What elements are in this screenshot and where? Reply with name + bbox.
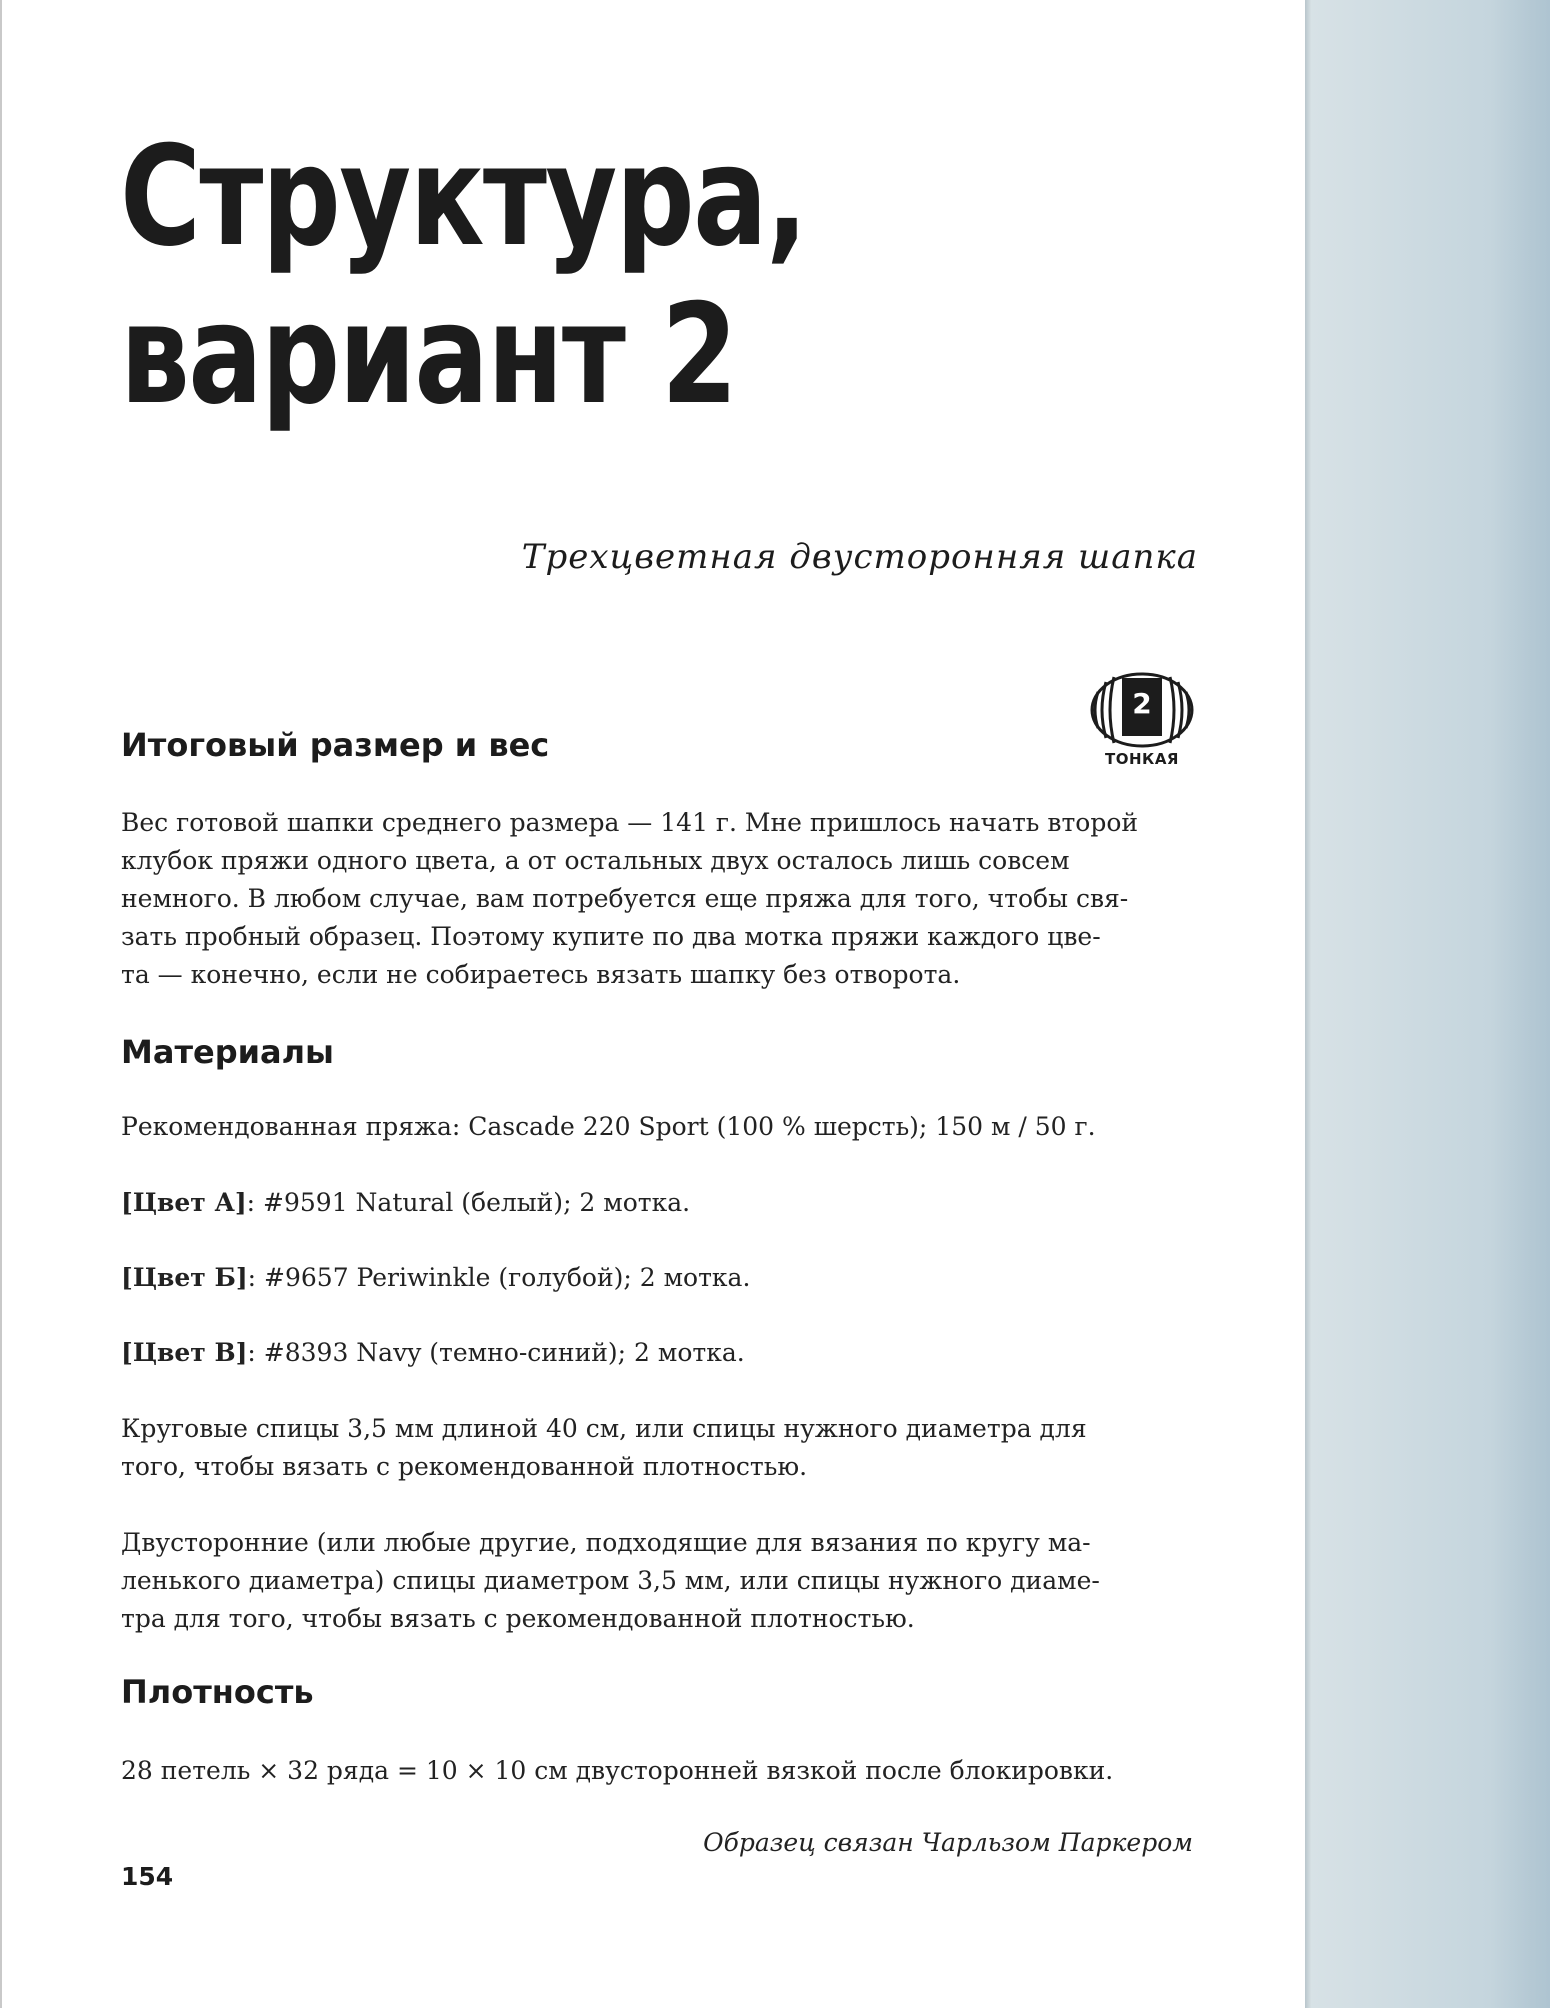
text-line: немного. В любом случае, вам потребуется еще пряжа для того, чтобы свя- [121,884,1129,913]
color-c-text: : #8393 Navy (темно-синий); 2 мотка. [247,1338,745,1367]
heading-size-weight: Итоговый размер и вес [121,726,550,764]
dpn-needles-paragraph [121,1524,1211,1638]
sample-credit: Образец связан Чарльзом Паркером [703,1828,1193,1857]
yarn-weight-number: 2 [1132,687,1152,720]
text-line: Круговые спицы 3,5 мм длиной 40 см, или спицы нужного диаметра для [121,1414,1087,1443]
color-c-label: [Цвет В] [121,1338,248,1367]
text-line: Двусторонние (или любые другие, подходящие для вязания по кругу ма- [121,1528,1091,1557]
page-title [120,118,806,434]
size-weight-paragraph [121,804,1211,994]
color-b-label: [Цвет Б] [121,1263,248,1292]
color-a-label: [Цвет А] [121,1188,247,1217]
page-number: 154 [121,1862,174,1891]
heading-materials: Материалы [121,1033,334,1071]
color-b-text: : #9657 Periwinkle (голубой); 2 мотка. [247,1263,751,1292]
color-a-line [121,1184,1211,1222]
subtitle: Трехцветная двусторонняя шапка [521,537,1198,577]
title-line-1: Структура, [120,116,807,277]
text-line: Вес готовой шапки среднего размера — 141 г. Мне пришлось начать второй [121,808,1139,837]
text-line: клубок пряжи одного цвета, а от остальных двух осталось лишь совсем [121,846,1070,875]
text-line: та — конечно, если не собираетесь вязать шапку без отворота. [121,960,961,989]
yarn-recommendation: Рекомендованная пряжа: Cascade 220 Sport (100 % шерсть); 150 м / 50 г. [121,1112,1096,1141]
yarn-weight-badge [1084,672,1200,772]
text-line: тра для того, чтобы вязать с рекомендованной плотностью. [121,1604,915,1633]
circular-needles-paragraph [121,1410,1211,1486]
text-line: ленького диаметра) спицы диаметром 3,5 мм, или спицы нужного диаме- [121,1566,1100,1595]
side-photo-strip [1305,0,1550,2008]
color-c-line [121,1334,1211,1372]
color-a-text: : #9591 Natural (белый); 2 мотка. [246,1188,691,1217]
text-line: того, чтобы вязать с рекомендованной плотностью. [121,1452,808,1481]
gauge-text: 28 петель × 32 ряда = 10 × 10 см двусторонней вязкой после блокировки. [121,1756,1114,1785]
text-line: зать пробный образец. Поэтому купите по два мотка пряжи каждого цве- [121,922,1101,951]
color-b-line [121,1259,1211,1297]
title-line-2: вариант 2 [120,274,737,435]
heading-gauge: Плотность [121,1673,314,1711]
yarn-weight-label: ТОНКАЯ [1105,750,1179,768]
